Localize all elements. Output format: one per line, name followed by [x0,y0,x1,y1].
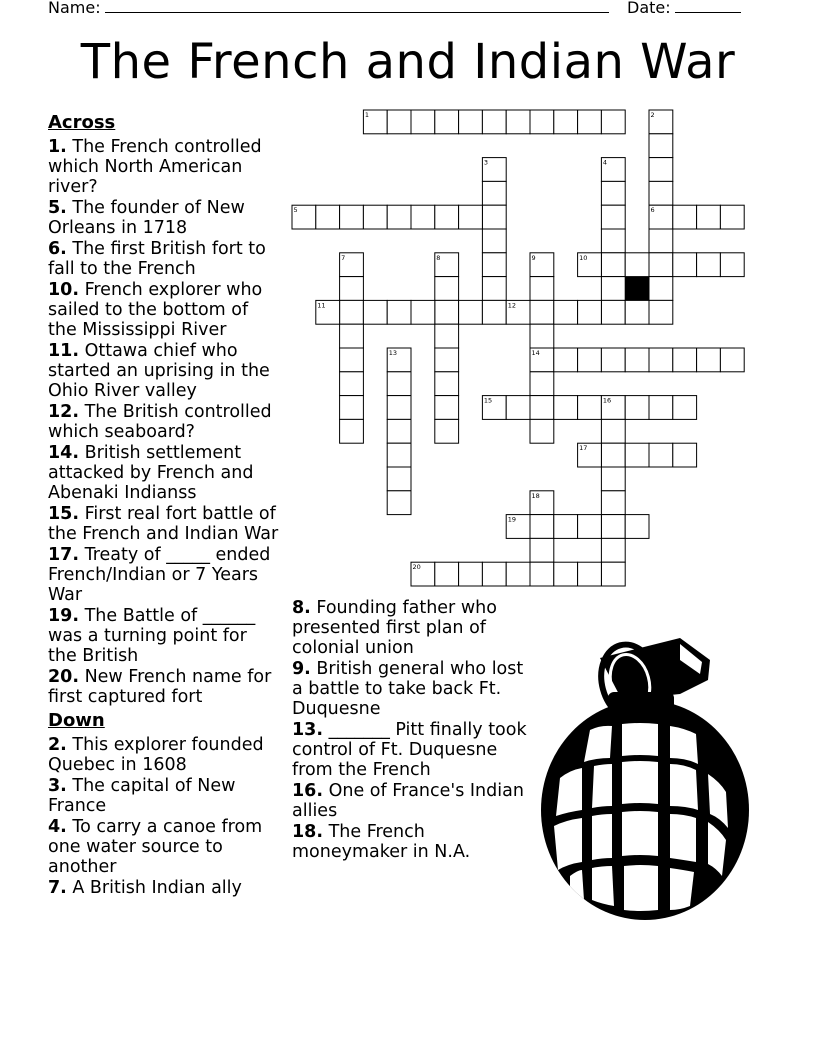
grid-cell[interactable] [673,348,697,372]
clue-text: Founding father who presented first plan of colonial union [292,598,497,658]
grid-cell[interactable] [601,467,625,491]
grid-cell[interactable] [506,300,530,324]
grid-cell[interactable] [601,538,625,562]
clue-number: 14. [48,443,80,463]
clue-number: 8. [292,598,311,618]
grid-cell-number: 8 [436,253,441,262]
grid-cell[interactable] [554,300,578,324]
grid-cell[interactable] [435,562,459,586]
clue-number: 2. [48,735,67,755]
grid-cell[interactable] [340,324,364,348]
grid-cell[interactable] [601,443,625,467]
grid-cell[interactable] [697,253,721,277]
clue-text: French explorer who sailed to the bottom of the Mississippi River [48,280,263,340]
down-clue-list [48,735,280,898]
grid-cell[interactable] [554,348,578,372]
grid-cell[interactable] [601,515,625,539]
grid-cell[interactable] [601,205,625,229]
grid-cell[interactable] [340,348,364,372]
grid-cell[interactable] [506,396,530,420]
grid-cell[interactable] [459,300,483,324]
clue-number: 10. [48,280,80,300]
grid-cell[interactable] [649,158,673,182]
grid-cell[interactable] [720,348,744,372]
clue-number: 1. [48,137,67,157]
black-square [625,277,649,301]
grid-cell[interactable] [506,562,530,586]
grid-cell[interactable] [625,396,649,420]
grid-cell[interactable] [387,491,411,515]
grid-cell[interactable] [625,515,649,539]
grid-cell[interactable] [649,277,673,301]
grid-cell[interactable] [578,396,602,420]
clue-number: 13. [292,720,324,740]
grid-cell[interactable] [482,300,506,324]
date-label: Date: [627,0,671,17]
clue-number: 9. [292,659,311,679]
clue-down-3 [48,776,280,816]
clue-text: Ottawa chief who started an uprising in the Ohio River valley [48,341,270,401]
grid-cell[interactable] [601,181,625,205]
grid-cell[interactable] [530,396,554,420]
grid-cell[interactable] [316,300,340,324]
clue-number: 4. [48,817,67,837]
grid-cell[interactable] [363,205,387,229]
grid-cell[interactable] [506,110,530,134]
clue-number: 11. [48,341,80,361]
clue-text: The capital of New France [48,776,236,816]
clue-text: First real fort battle of the French and Indian War [48,504,279,544]
grid-cell[interactable] [530,277,554,301]
grid-cell[interactable] [482,205,506,229]
grid-cell[interactable] [601,491,625,515]
grid-cell[interactable] [649,300,673,324]
grid-cell-number: 4 [602,158,608,167]
grid-cell[interactable] [340,277,364,301]
grid-cell-number: 1 [364,111,370,119]
clue-number: 16. [292,781,324,801]
grid-cell[interactable] [411,110,435,134]
grid-cell-number: 2 [650,111,655,119]
grid-cell[interactable] [673,443,697,467]
grid-cell[interactable] [530,253,554,277]
grid-cell[interactable] [316,205,340,229]
grid-cell[interactable] [649,348,673,372]
clue-text: The British controlled which seaboard? [48,402,272,442]
grid-cell[interactable] [387,110,411,134]
grid-cell[interactable] [411,300,435,324]
grid-cell-number: 10 [579,253,588,262]
clue-number: 12. [48,402,80,422]
grid-cell[interactable] [482,158,506,182]
grid-cell[interactable] [601,348,625,372]
grid-cell[interactable] [625,443,649,467]
grid-cell[interactable] [435,300,459,324]
grid-cell-number: 14 [531,349,540,357]
grid-cell[interactable] [435,324,459,348]
grid-cell[interactable] [530,562,554,586]
grid-cell[interactable] [530,300,554,324]
grid-cell[interactable] [340,396,364,420]
grid-cell[interactable] [649,396,673,420]
down-heading: Down [48,710,105,731]
clue-text: _______ Pitt finally took control of Ft. Duquesne from the French [292,720,527,780]
grid-cell[interactable] [720,205,744,229]
grid-cell[interactable] [340,372,364,396]
grid-cell[interactable] [482,277,506,301]
clue-text: The first British fort to fall to the French [48,239,266,279]
grid-cell[interactable] [578,562,602,586]
clue-text: This explorer founded Quebec in 1608 [48,735,264,775]
grid-cell[interactable] [435,205,459,229]
clue-text: One of France's Indian allies [292,781,524,821]
grid-cell[interactable] [649,134,673,158]
grid-cell[interactable] [601,158,625,182]
grid-cell[interactable] [435,277,459,301]
grid-cell[interactable] [340,300,364,324]
grid-cell[interactable] [340,205,364,229]
clue-number: 20. [48,667,80,687]
clue-across-19 [48,606,280,666]
grid-cell[interactable] [435,372,459,396]
grid-cell[interactable] [578,515,602,539]
clue-down-2 [48,735,280,775]
grid-cell[interactable] [435,110,459,134]
grid-cell[interactable] [530,110,554,134]
clue-number: 17. [48,545,80,565]
grid-cell[interactable] [530,491,554,515]
clue-number: 19. [48,606,80,626]
clue-text: British general who lost a battle to take back Ft. Duquesne [292,659,524,719]
grid-cell-number: 18 [531,491,540,500]
grid-cell[interactable] [411,205,435,229]
grid-cell[interactable] [387,443,411,467]
grid-cell-number: 9 [531,253,536,262]
grid-cell[interactable] [387,372,411,396]
clue-text: The founder of New Orleans in 1718 [48,198,245,238]
grid-cell[interactable] [578,348,602,372]
grid-cell[interactable] [459,110,483,134]
grid-cell[interactable] [530,419,554,443]
grid-cell-number: 13 [388,349,397,357]
grid-cell[interactable] [363,110,387,134]
grid-cell[interactable] [649,229,673,253]
clue-number: 15. [48,504,80,524]
grid-cell[interactable] [649,253,673,277]
grid-cell[interactable] [482,110,506,134]
grid-cell[interactable] [578,443,602,467]
grid-cell[interactable] [530,348,554,372]
grid-cell[interactable] [649,110,673,134]
name-label: Name: [48,0,101,17]
clue-down-16 [292,781,527,821]
grid-cell[interactable] [459,205,483,229]
grid-cell[interactable] [435,253,459,277]
grid-cell[interactable] [411,562,435,586]
grid-cell[interactable] [435,348,459,372]
grid-cell[interactable] [697,205,721,229]
across-heading: Across [48,112,116,133]
grid-cell[interactable] [578,300,602,324]
grid-cell-number: 20 [412,563,421,572]
clue-text: Treaty of _____ ended French/Indian or 7 Years War [48,545,271,605]
clue-text: To carry a canoe from one water source to another [48,817,263,877]
grid-cell[interactable] [601,396,625,420]
grid-cell[interactable] [554,515,578,539]
grid-cell[interactable] [578,110,602,134]
grid-cell[interactable] [435,419,459,443]
grid-cell[interactable] [340,419,364,443]
grid-cell[interactable] [649,181,673,205]
grid-cell[interactable] [482,181,506,205]
hand-grenade-icon [530,630,770,930]
grid-cell[interactable] [601,229,625,253]
grid-cell[interactable] [601,562,625,586]
grid-cell[interactable] [554,396,578,420]
grid-cell[interactable] [363,300,387,324]
grid-cell[interactable] [530,372,554,396]
grid-cell[interactable] [673,205,697,229]
grid-cell[interactable] [387,467,411,491]
grid-cell-number: 19 [507,515,516,524]
grid-cell[interactable] [649,205,673,229]
grid-cell[interactable] [601,419,625,443]
grid-cell[interactable] [482,229,506,253]
grid-cell[interactable] [387,300,411,324]
grid-cell-number: 12 [507,301,516,310]
grid-cell[interactable] [625,300,649,324]
grid-cell[interactable] [387,205,411,229]
grid-cell[interactable] [482,253,506,277]
page-title: The French and Indian War [80,34,736,90]
clue-down-4 [48,817,280,877]
grid-cell-number: 15 [483,396,493,405]
clue-down-8 [292,598,527,658]
grid-cell[interactable] [720,253,744,277]
grid-cell-number: 16 [602,396,612,405]
grid-cell[interactable] [578,253,602,277]
grid-cell[interactable] [387,348,411,372]
grid-cell[interactable] [340,253,364,277]
grid-cell-number: 11 [317,301,326,310]
clue-down-18 [292,822,527,862]
clue-number: 7. [48,878,67,898]
grid-cell[interactable] [530,515,554,539]
clue-number: 5. [48,198,67,218]
grid-cell-number: 3 [483,158,489,167]
grid-cell[interactable] [554,562,578,586]
grid-cell-number: 6 [650,206,655,215]
grid-cell[interactable] [673,253,697,277]
grid-cell[interactable] [601,300,625,324]
grid-cell[interactable] [387,419,411,443]
grid-cell[interactable] [601,277,625,301]
clue-down-7 [48,878,280,898]
grid-cell-number: 7 [341,253,346,262]
grid-cell[interactable] [625,348,649,372]
grid-cell[interactable] [482,562,506,586]
grid-cell[interactable] [601,110,625,134]
grid-cell[interactable] [506,515,530,539]
grid-cell[interactable] [601,253,625,277]
grid-cell-number: 5 [293,206,298,215]
grid-cell[interactable] [530,324,554,348]
grid-cell[interactable] [554,110,578,134]
clue-text: The French controlled which North American river? [48,137,262,197]
clue-text: The Battle of ______ was a turning point for the British [48,606,256,666]
grid-cell[interactable] [649,443,673,467]
grid-cell[interactable] [435,396,459,420]
grid-cell[interactable] [387,396,411,420]
grid-cell[interactable] [292,205,316,229]
clue-number: 18. [292,822,324,842]
clue-column-right [292,598,527,863]
clue-text: A British Indian ally [66,878,242,898]
clue-text: British settlement attacked by French and Abenaki Indianss [48,443,254,503]
clue-down-13 [292,720,527,780]
clue-text: New French name for first captured fort [48,667,272,707]
clue-number: 3. [48,776,67,796]
grid-cell[interactable] [530,538,554,562]
clue-text: The French moneymaker in N.A. [292,822,471,862]
grid-cell-number: 17 [579,444,588,453]
clue-across-20 [48,667,280,707]
grid-cell[interactable] [625,253,649,277]
grid-cell[interactable] [673,396,697,420]
down-clue-list-continued [292,598,527,862]
clue-down-9 [292,659,527,719]
clue-number: 6. [48,239,67,259]
grid-cell[interactable] [697,348,721,372]
grid-cell[interactable] [482,396,506,420]
grid-cell[interactable] [459,562,483,586]
